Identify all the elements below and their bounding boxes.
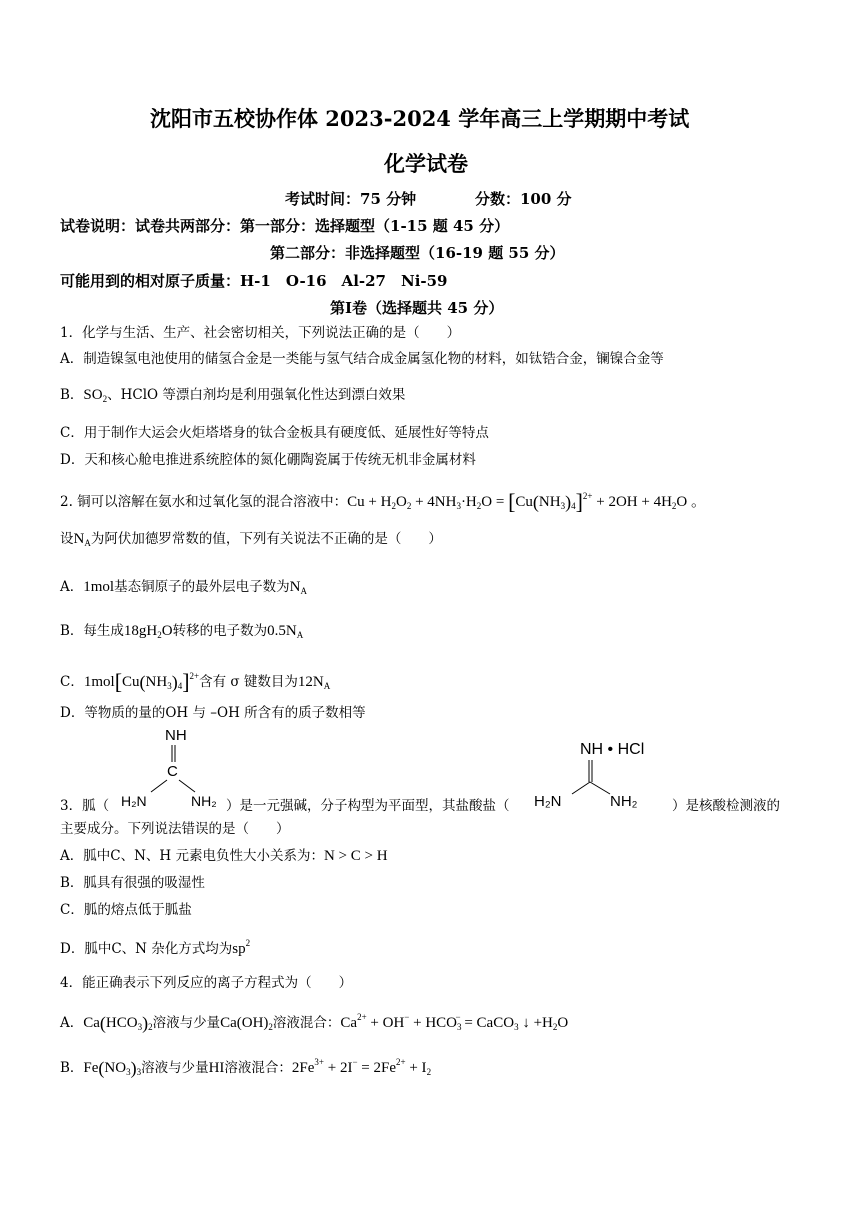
q1-b-formula: $SO_2$ (83, 387, 108, 404)
q4-a-reagent-1: $Ca(HCO_3)_2$ (83, 1013, 153, 1033)
q3-stem-fragment-2: ）是一元强碱，分子构型为平面型，其盐酸盐（ (226, 798, 510, 814)
q1-option-c: C．用于制作大运会火炬塔塔身的钛合金板具有硬度低、延展性好等特点 (60, 425, 489, 441)
q4-a-reagent-2: $Ca(OH)_2$ (220, 1015, 273, 1032)
q2-option-c (60, 667, 330, 695)
q3-stem-fragment-3: ）是核酸检测液的 (672, 798, 780, 814)
salt-bond-left (572, 782, 590, 794)
q4-a-text-1: 溶液与少量 (152, 1015, 221, 1031)
guanidine-label-nh2: NH₂ (191, 793, 217, 809)
salt-label-h2n: H₂N (534, 793, 562, 810)
exam-score: 分数：100 分 (475, 190, 572, 208)
exam-title: 沈阳市五校协作体 2023-2024 学年高三上学期期中考试 (150, 106, 690, 131)
q2-c-complex: $1mol[Cu(NH_3)_4]^{2+}$ (83, 669, 200, 694)
q2-stem-text: 2. 铜可以溶解在氨水和过氧化氢的混合溶液中： (60, 494, 348, 510)
guanidine-bond-right (179, 780, 195, 792)
q1-b-prefix: B． (60, 387, 84, 403)
q3-option-a (60, 847, 388, 865)
salt-label-nh-hcl: NH • HCl (580, 741, 645, 758)
q4-option-b (60, 1053, 431, 1081)
subject-title: 化学试卷 (384, 151, 468, 176)
q2-equation: $Cu + H_2O_2 + 4NH_3\cdot H_2O = [Cu(NH_3)_4]^{2+} + 2OH + 4H_2O$ 。 (347, 489, 706, 514)
guanidine-label-nh: NH (165, 727, 187, 744)
q2-b-mass: $18gH_2O$ (123, 623, 173, 640)
q4-option-a (60, 1008, 568, 1036)
section-1-heading: 第Ⅰ卷（选择题共 45 分） (330, 299, 504, 317)
q2-stem2-prefix: 设 (60, 531, 74, 547)
q2-b-text: 转移的电子数为 (172, 623, 268, 639)
q1-stem: 1．化学与生活、生产、社会密切相关，下列说法正确的是（ ） (60, 325, 461, 341)
q1-b-text: 、HClO 等漂白剂均是利用强氧化性达到漂白效果 (107, 387, 406, 403)
guanidine-label-h2n: H₂N (121, 793, 147, 809)
q2-stem (60, 487, 706, 515)
q1-option-d: D．天和核心舱电推进系统腔体的氮化硼陶瓷属于传统无机非金属材料 (60, 452, 476, 468)
q2-a-text: 基态铜原子的最外层电子数为 (114, 579, 290, 595)
q2-b-answer: $0.5N_A$ (267, 623, 304, 640)
q3-d-hybrid: $sp^2$ (232, 938, 251, 957)
q4-b-reagent-1: $Fe(NO_3)_3$ (83, 1058, 142, 1078)
q4-b-reagent-2: HI (208, 1060, 225, 1076)
exam-time: 考试时间：75 分钟 (285, 190, 417, 208)
paper-note-part2: 第二部分：非选择题型（16-19 题 55 分） (270, 244, 565, 262)
q2-a-answer: $N_A$ (289, 579, 307, 596)
q3-a-order: N > C > H (323, 848, 388, 864)
q1-option-a: A．制造镍氢电池使用的储氢合金是一类能与氢气结合成金属氢化物的材料，如钛锆合金，镧镍合金等 (60, 351, 664, 367)
q2-stem2-text: 为阿伏加德罗常数的值，下列有关说法不正确的是（ ） (90, 531, 442, 547)
q1-option-b (60, 386, 405, 408)
q3-stem-fragment-1: 3．胍（ (60, 798, 110, 814)
salt-label-nh2: NH₂ (610, 793, 638, 810)
q2-stem-line2 (60, 530, 442, 552)
q4-b-text-1: 溶液与少量 (141, 1060, 209, 1076)
q2-c-prefix: C． (60, 674, 84, 690)
paper-note-part1: 试卷说明：试卷共两部分：第一部分：选择题型（1-15 题 45 分） (60, 217, 510, 235)
q2-a-prefix: A． (60, 579, 84, 595)
q3-option-c: C．胍的熔点低于胍盐 (60, 902, 192, 918)
q4-stem: 4．能正确表示下列反应的离子方程式为（ ） (60, 975, 353, 991)
q3-stem-line2: 主要成分。下列说法错误的是（ ） (60, 821, 290, 837)
q4-a-equation: $Ca^{2+} + OH^- + HCO_3^-$ = CaCO$_3$ ↓ $+H_2O$ (340, 1012, 569, 1032)
q2-c-text: 含有 σ 键数目为 (199, 674, 298, 690)
q2-option-d: D．等物质的量的OH 与 –OH 所含有的质子数相等 (60, 705, 366, 721)
q2-b-prefix: B．每生成 (60, 623, 124, 639)
q4-b-prefix: B． (60, 1060, 84, 1076)
salt-bond-right (590, 782, 610, 794)
q3-option-b: B．胍具有很强的吸湿性 (60, 875, 205, 891)
guanidine-bond-left (151, 780, 167, 792)
q2-option-b (60, 622, 303, 644)
atomic-masses: 可能用到的相对原子质量：H-1 O-16 Al-27 Ni-59 (60, 272, 448, 290)
guanidine-salt-structure (530, 730, 690, 810)
avogadro-symbol: $N_A$ (73, 531, 91, 548)
q2-a-amount: 1mol (83, 579, 115, 595)
q4-a-text-2: 溶液混合： (272, 1015, 341, 1031)
q2-c-answer: $12N_A$ (297, 674, 331, 691)
q3-d-text: D．胍中C、N 杂化方式均为 (60, 941, 233, 957)
guanidine-label-c: C (167, 763, 178, 780)
q4-a-prefix: A． (60, 1015, 84, 1031)
guanidine-structure (115, 720, 235, 812)
q4-b-equation: $2Fe^{3+} + 2I^- = 2Fe^{2+} + I_2$ (291, 1057, 432, 1077)
q2-option-a (60, 578, 307, 600)
q3-option-d (60, 934, 250, 958)
q3-a-text: A．胍中C、N、H 元素电负性大小关系为： (60, 848, 324, 864)
q4-b-text-2: 溶液混合： (224, 1060, 292, 1076)
